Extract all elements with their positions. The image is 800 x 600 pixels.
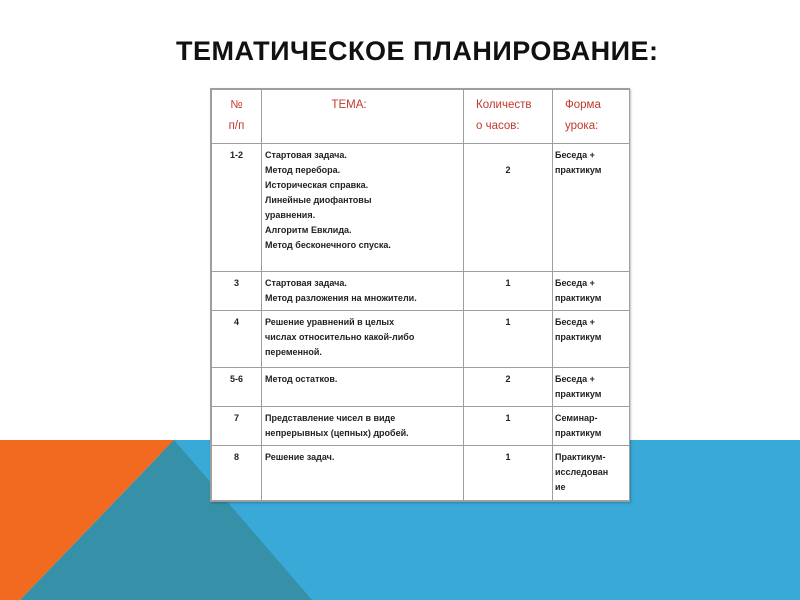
header-num: № п/п xyxy=(212,90,262,144)
header-hours: Количеств о часов: xyxy=(464,90,553,144)
cell-hours: 1 xyxy=(464,272,553,311)
slide-title: ТЕМАТИЧЕСКОЕ ПЛАНИРОВАНИЕ: xyxy=(176,36,659,66)
cell-form: Семинар- практикум xyxy=(553,407,630,446)
cell-topic: Решение задач. xyxy=(262,446,464,501)
cell-form: Практикум- исследован ие xyxy=(553,446,630,501)
planning-table xyxy=(210,88,630,502)
cell-form: Беседа + практикум xyxy=(553,368,630,407)
header-topic: ТЕМА: xyxy=(262,90,464,144)
table-row xyxy=(212,368,630,407)
cell-num: 7 xyxy=(212,407,262,446)
header-form: Форма урока: xyxy=(553,90,630,144)
cell-num: 3 xyxy=(212,272,262,311)
table-header-row xyxy=(212,90,630,144)
cell-hours: 2 xyxy=(464,368,553,407)
cell-form: Беседа + практикум xyxy=(553,311,630,368)
table-row xyxy=(212,446,630,501)
cell-num: 8 xyxy=(212,446,262,501)
cell-num: 4 xyxy=(212,311,262,368)
cell-hours: 1 xyxy=(464,446,553,501)
cell-topic: Представление чисел в виде непрерывных (цепных) дробей. xyxy=(262,407,464,446)
cell-hours: 2 xyxy=(464,144,553,272)
cell-hours: 1 xyxy=(464,311,553,368)
table-row xyxy=(212,144,630,272)
cell-num: 5-6 xyxy=(212,368,262,407)
table-row xyxy=(212,407,630,446)
cell-topic: Стартовая задача. Метод перебора. Историческая справка. Линейные диофантовы уравнения. Алгоритм Евклида. Метод бесконечного спуска. xyxy=(262,144,464,272)
cell-form: Беседа + практикум xyxy=(553,272,630,311)
cell-topic: Решение уравнений в целых числах относительно какой-либо переменной. xyxy=(262,311,464,368)
cell-num: 1-2 xyxy=(212,144,262,272)
cell-hours: 1 xyxy=(464,407,553,446)
cell-form: Беседа + практикум xyxy=(553,144,630,272)
table-row xyxy=(212,272,630,311)
cell-topic: Метод остатков. xyxy=(262,368,464,407)
table-row xyxy=(212,311,630,368)
cell-topic: Стартовая задача. Метод разложения на множители. xyxy=(262,272,464,311)
